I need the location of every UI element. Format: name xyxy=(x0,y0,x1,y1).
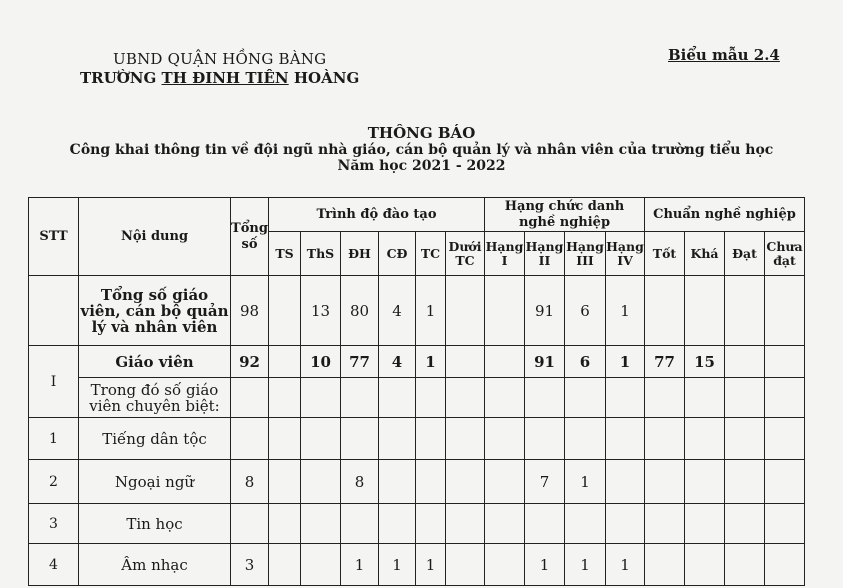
cell-h3 xyxy=(565,504,606,544)
cell-cd: 4 xyxy=(379,346,416,378)
cell-h4 xyxy=(606,378,645,418)
school-name: TRƯỜNG TH ĐINH TIÊN HOÀNG xyxy=(80,69,360,87)
table-row xyxy=(29,276,805,346)
cell-h4: 1 xyxy=(606,544,645,586)
header-cd: CĐ xyxy=(379,232,416,276)
cell-kha xyxy=(685,378,725,418)
cell-cd xyxy=(379,504,416,544)
cell-ths: 13 xyxy=(301,276,341,346)
cell-duoi-tc xyxy=(446,378,485,418)
header-rank: Hạng chức danh nghề nghiệp xyxy=(485,198,645,232)
cell-ths xyxy=(301,418,341,460)
cell-h1 xyxy=(485,378,525,418)
cell-dh: 1 xyxy=(341,544,379,586)
cell-total xyxy=(231,504,269,544)
header-hang-4: Hạng IV xyxy=(606,232,645,276)
cell-h4 xyxy=(606,418,645,460)
cell-chua xyxy=(765,378,805,418)
cell-h1 xyxy=(485,544,525,586)
header-hang-3: Hạng III xyxy=(565,232,606,276)
cell-ths xyxy=(301,378,341,418)
header-stt: STT xyxy=(29,198,79,276)
cell-h3 xyxy=(565,378,606,418)
header-row-1 xyxy=(29,198,805,232)
row-stt: 1 xyxy=(29,418,79,460)
cell-h4: 1 xyxy=(606,276,645,346)
row-content: Tiếng dân tộc xyxy=(79,418,231,460)
cell-tot: 77 xyxy=(645,346,685,378)
header-standard: Chuẩn nghề nghiệp xyxy=(645,198,805,232)
cell-cd xyxy=(379,418,416,460)
header-training: Trình độ đào tạo xyxy=(269,198,485,232)
row-stt: 4 xyxy=(29,544,79,586)
cell-dh: 8 xyxy=(341,460,379,504)
cell-dh xyxy=(341,504,379,544)
cell-tc: 1 xyxy=(416,276,446,346)
cell-total: 92 xyxy=(231,346,269,378)
row-content: Ngoại ngữ xyxy=(79,460,231,504)
cell-total xyxy=(231,378,269,418)
row-content: Tin học xyxy=(79,504,231,544)
cell-chua xyxy=(765,544,805,586)
cell-h2: 7 xyxy=(525,460,565,504)
title-block xyxy=(0,124,843,174)
cell-h3: 6 xyxy=(565,346,606,378)
cell-h1 xyxy=(485,460,525,504)
cell-chua xyxy=(765,346,805,378)
cell-ts xyxy=(269,418,301,460)
cell-cd xyxy=(379,378,416,418)
cell-cd: 1 xyxy=(379,544,416,586)
cell-h3: 1 xyxy=(565,544,606,586)
form-number: Biểu mẫu 2.4 xyxy=(668,46,780,64)
cell-kha xyxy=(685,276,725,346)
cell-h1 xyxy=(485,346,525,378)
cell-h4 xyxy=(606,460,645,504)
header-tot: Tốt xyxy=(645,232,685,276)
cell-total xyxy=(231,418,269,460)
cell-ts xyxy=(269,378,301,418)
header-total: Tổng số xyxy=(231,198,269,276)
header-hang-1: Hạng I xyxy=(485,232,525,276)
cell-duoi-tc xyxy=(446,544,485,586)
cell-h1 xyxy=(485,504,525,544)
school-year: Năm học 2021 - 2022 xyxy=(337,158,506,174)
cell-cd xyxy=(379,460,416,504)
cell-kha xyxy=(685,418,725,460)
cell-h2: 91 xyxy=(525,276,565,346)
row-content: Giáo viên xyxy=(79,346,231,378)
cell-ths xyxy=(301,544,341,586)
cell-duoi-tc xyxy=(446,276,485,346)
document-title: THÔNG BÁO xyxy=(367,124,476,142)
cell-h2: 91 xyxy=(525,346,565,378)
row-stt xyxy=(29,276,79,346)
cell-duoi-tc xyxy=(446,504,485,544)
cell-cd: 4 xyxy=(379,276,416,346)
cell-dat xyxy=(725,346,765,378)
cell-ts xyxy=(269,504,301,544)
header-ts: TS xyxy=(269,232,301,276)
cell-dat xyxy=(725,378,765,418)
header-left xyxy=(80,50,359,87)
cell-h4: 1 xyxy=(606,346,645,378)
cell-kha xyxy=(685,460,725,504)
cell-ths: 10 xyxy=(301,346,341,378)
cell-ts xyxy=(269,460,301,504)
table-row xyxy=(29,378,805,418)
cell-dh: 80 xyxy=(341,276,379,346)
table-row xyxy=(29,418,805,460)
cell-duoi-tc xyxy=(446,346,485,378)
header-chua-dat: Chưa đạt xyxy=(765,232,805,276)
table-row xyxy=(29,544,805,586)
cell-kha xyxy=(685,504,725,544)
header-content: Nội dung xyxy=(79,198,231,276)
cell-h2 xyxy=(525,378,565,418)
cell-h3 xyxy=(565,418,606,460)
cell-tot xyxy=(645,504,685,544)
cell-dat xyxy=(725,276,765,346)
cell-h2 xyxy=(525,418,565,460)
header-hang-2: Hạng II xyxy=(525,232,565,276)
cell-kha: 15 xyxy=(685,346,725,378)
cell-dh xyxy=(341,378,379,418)
cell-h4 xyxy=(606,504,645,544)
cell-h3: 1 xyxy=(565,460,606,504)
cell-ts xyxy=(269,346,301,378)
cell-chua xyxy=(765,460,805,504)
table-row xyxy=(29,346,805,378)
cell-tc: 1 xyxy=(416,346,446,378)
cell-tc: 1 xyxy=(416,544,446,586)
cell-h2: 1 xyxy=(525,544,565,586)
header-dat: Đạt xyxy=(725,232,765,276)
cell-tot xyxy=(645,276,685,346)
cell-tc xyxy=(416,418,446,460)
row-content: Trong đó số giáo viên chuyên biệt: xyxy=(79,378,231,418)
cell-ts xyxy=(269,276,301,346)
cell-chua xyxy=(765,504,805,544)
cell-tc xyxy=(416,504,446,544)
cell-tot xyxy=(645,418,685,460)
cell-tc xyxy=(416,460,446,504)
cell-ts xyxy=(269,544,301,586)
cell-kha xyxy=(685,544,725,586)
cell-chua xyxy=(765,276,805,346)
header-ths: ThS xyxy=(301,232,341,276)
cell-total: 98 xyxy=(231,276,269,346)
district-name: UBND QUẬN HỒNG BÀNG xyxy=(113,50,327,68)
cell-tc xyxy=(416,378,446,418)
row-stt: 3 xyxy=(29,504,79,544)
row-content: Âm nhạc xyxy=(79,544,231,586)
staff-table xyxy=(28,197,805,586)
cell-ths xyxy=(301,460,341,504)
document-subtitle: Công khai thông tin về đội ngũ nhà giáo, cán bộ quản lý và nhân viên của trường tiểu học xyxy=(69,142,774,158)
header-dh: ĐH xyxy=(341,232,379,276)
cell-total: 3 xyxy=(231,544,269,586)
cell-total: 8 xyxy=(231,460,269,504)
cell-dat xyxy=(725,544,765,586)
cell-dat xyxy=(725,418,765,460)
cell-dh: 77 xyxy=(341,346,379,378)
cell-chua xyxy=(765,418,805,460)
cell-tot xyxy=(645,544,685,586)
table-row xyxy=(29,460,805,504)
row-stt: I xyxy=(29,346,79,418)
header-kha: Khá xyxy=(685,232,725,276)
cell-tot xyxy=(645,460,685,504)
cell-h2 xyxy=(525,504,565,544)
cell-duoi-tc xyxy=(446,460,485,504)
cell-dat xyxy=(725,460,765,504)
header-duoi-tc: Dưới TC xyxy=(446,232,485,276)
cell-duoi-tc xyxy=(446,418,485,460)
cell-dh xyxy=(341,418,379,460)
cell-h1 xyxy=(485,418,525,460)
table-row xyxy=(29,504,805,544)
cell-tot xyxy=(645,378,685,418)
row-stt: 2 xyxy=(29,460,79,504)
cell-h3: 6 xyxy=(565,276,606,346)
row-content: Tổng số giáo viên, cán bộ quản lý và nhân viên xyxy=(79,276,231,346)
cell-h1 xyxy=(485,276,525,346)
header-tc: TC xyxy=(416,232,446,276)
cell-ths xyxy=(301,504,341,544)
cell-dat xyxy=(725,504,765,544)
